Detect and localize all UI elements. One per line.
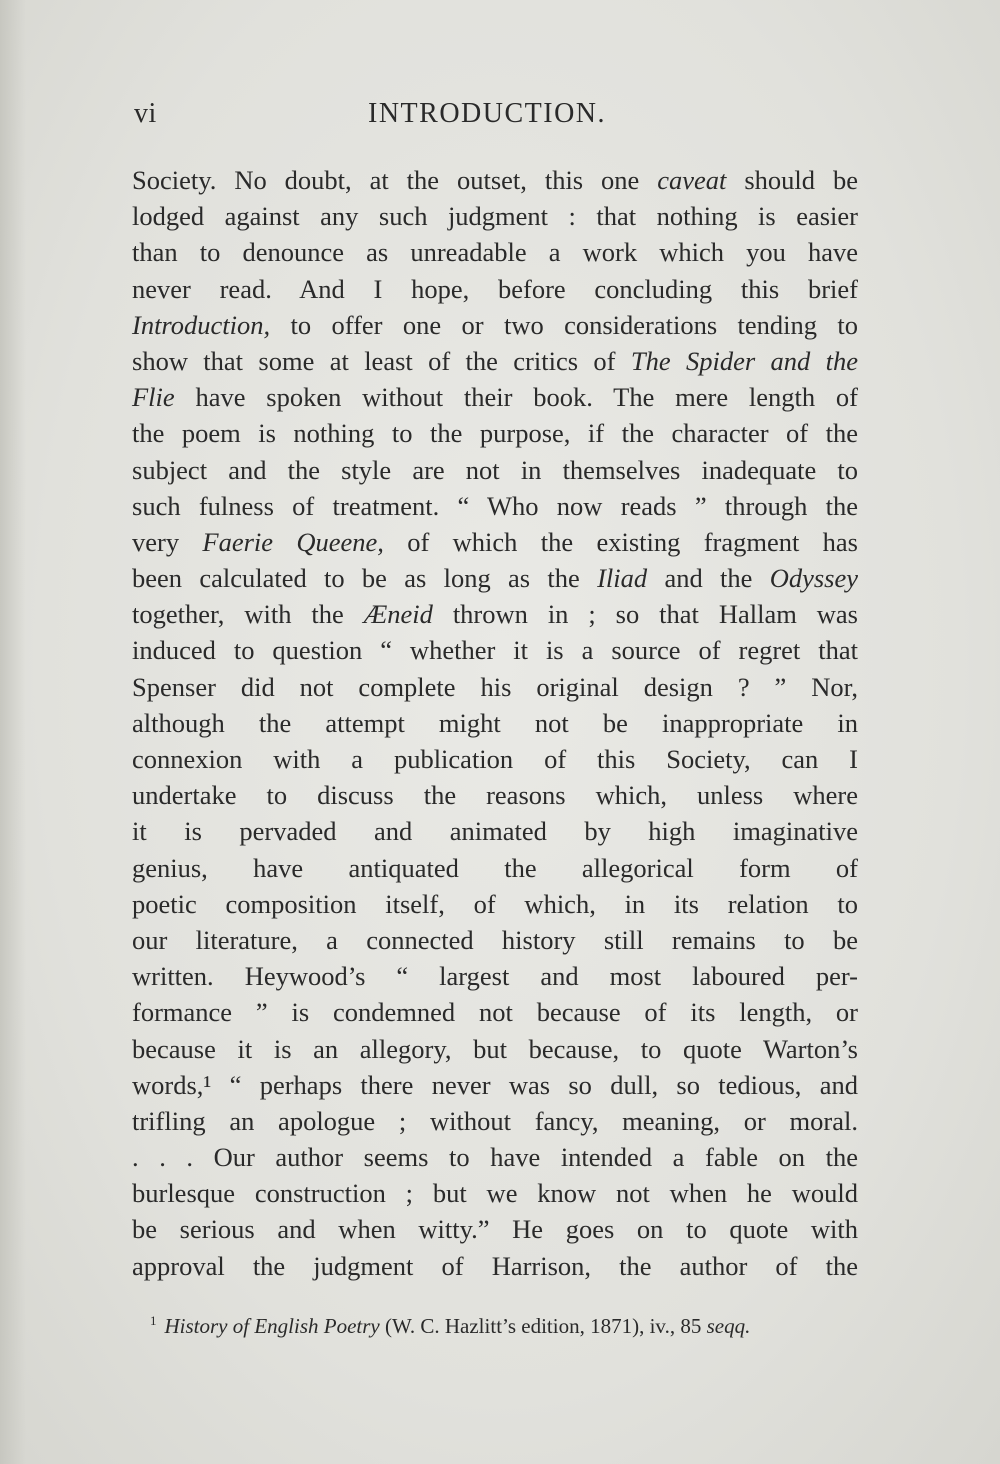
text-line [132, 813, 858, 849]
text-line-roman: together, with the [132, 599, 364, 630]
footnote-title: History of English Poetry [164, 1314, 380, 1338]
running-title: INTRODUCTION. [368, 98, 607, 129]
text-line [132, 1067, 858, 1103]
footnote [150, 1306, 830, 1341]
text-line [132, 850, 858, 886]
text-line-italic: Odyssey [769, 563, 859, 594]
text-line [132, 307, 858, 343]
text-line [132, 958, 858, 994]
text-line-roman: Spenser did not complete his original design ? ” Nor, [132, 671, 858, 702]
text-line-roman: subject and the style are not in themselves inadequate to [132, 454, 858, 485]
text-line-roman: induced to question “ whether it is a source of regret that [132, 635, 858, 666]
text-line-italic: The Spider and the [630, 345, 858, 376]
text-line [132, 198, 858, 234]
text-line-roman: words,¹ “ perhaps there never was so dull, so tedious, and [132, 1069, 858, 1100]
text-line-italic: Introduction, [132, 309, 271, 340]
text-line-roman: the poem is nothing to the purpose, if the character of the [132, 418, 858, 449]
text-line-roman: although the attempt might not be inappropriate in [132, 707, 858, 738]
text-line-italic: Flie [132, 382, 175, 413]
body-text [132, 162, 858, 1284]
text-line-roman: genius, have antiquated the allegorical form of [132, 852, 858, 883]
text-line [132, 452, 858, 488]
text-line [132, 596, 858, 632]
text-line [132, 1103, 858, 1139]
text-line [132, 162, 858, 198]
text-line-roman: undertake to discuss the reasons which, unless where [132, 780, 858, 811]
text-line-roman: approval the judgment of Harrison, the author of the [132, 1250, 858, 1281]
text-line-roman: never read. And I hope, before concluding this brief [132, 273, 858, 304]
text-line-roman: our literature, a connected history still remains to be [132, 924, 858, 955]
text-line [132, 1175, 858, 1211]
text-line [132, 379, 858, 415]
text-line-roman: . . . Our author seems to have intended a fable on the [132, 1142, 858, 1173]
text-line [132, 234, 858, 270]
text-line-italic: Iliad [597, 563, 648, 594]
text-line-roman: be serious and when witty.” He goes on to quote with [132, 1214, 858, 1245]
text-line-roman: and the [647, 563, 770, 594]
text-line [132, 705, 858, 741]
running-head [134, 98, 862, 138]
text-line [132, 1139, 858, 1175]
text-line-roman: to offer one or two considerations tending to [270, 309, 858, 340]
text-line-roman: because it is an allegory, but because, to quote Warton’s [132, 1033, 858, 1064]
text-line-roman: than to denounce as unreadable a work which you have [132, 237, 858, 268]
text-line [132, 669, 858, 705]
text-line-italic: Æneid [363, 599, 433, 630]
text-line [132, 886, 858, 922]
text-line-roman: lodged against any such judgment : that nothing is easier [132, 201, 858, 232]
text-line [132, 994, 858, 1030]
text-line [132, 1211, 858, 1247]
text-line [132, 488, 858, 524]
text-line-roman: formance ” is condemned not because of its length, or [132, 997, 858, 1028]
text-line-italic: caveat [657, 165, 727, 195]
footnote-mark: 1 [150, 1313, 157, 1328]
text-line [132, 271, 858, 307]
text-line-italic: Faerie Queene, [202, 526, 384, 557]
text-line-roman: it is pervaded and animated by high imaginative [132, 816, 858, 847]
text-line-roman: written. Heywood’s “ largest and most laboured per- [132, 961, 858, 992]
text-line [132, 632, 858, 668]
text-line [132, 741, 858, 777]
text-line-roman: thrown in ; so that Hallam was [432, 599, 858, 630]
page-number: vi [134, 98, 157, 129]
footnote-seqq: seqq. [706, 1314, 751, 1338]
text-line [132, 415, 858, 451]
text-line-roman: have spoken without their book. The mere length of [174, 382, 858, 413]
text-line-roman: been calculated to be as long as the [132, 563, 598, 594]
text-line [132, 922, 858, 958]
text-line [132, 343, 858, 379]
text-line [132, 1248, 858, 1284]
text-line-roman: Society. No doubt, at the outset, this one [132, 165, 658, 195]
text-line [132, 524, 858, 560]
text-line-roman: trifling an apologue ; without fancy, meaning, or moral. [132, 1105, 858, 1136]
text-line-roman: very [132, 526, 203, 557]
text-line [132, 777, 858, 813]
footnote-citation: (W. C. Hazlitt’s edition, 1871), iv., 85 [379, 1314, 707, 1338]
text-line-roman: of which the existing fragment has [383, 526, 858, 557]
text-line-roman: show that some at least of the critics of [132, 345, 631, 376]
text-line-roman: poetic composition itself, of which, in its relation to [132, 888, 858, 919]
text-line-roman: such fulness of treatment. “ Who now reads ” through the [132, 490, 858, 521]
text-line [132, 1031, 858, 1067]
text-line-roman: should be [726, 165, 858, 195]
text-line-roman: burlesque construction ; but we know not when he would [132, 1178, 858, 1209]
text-line [132, 560, 858, 596]
text-line-roman: connexion with a publication of this Society, can I [132, 744, 858, 774]
